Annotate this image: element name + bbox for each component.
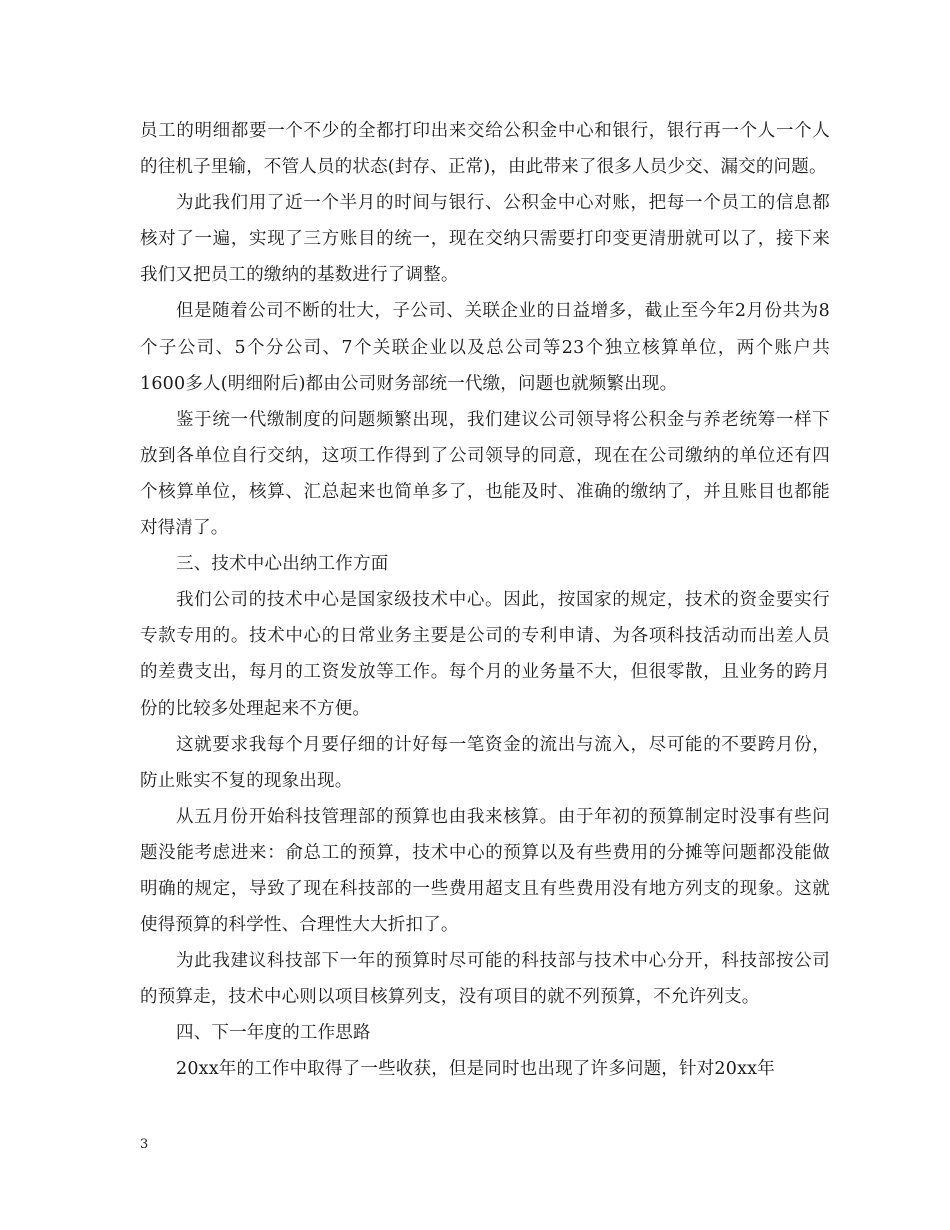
paragraph-5: 我们公司的技术中心是国家级技术中心。因此，按国家的规定，技术的资金要实行专款专用的。技术中心的日常业务主要是公司的专利申请、为各项科技活动而出差人员的差费支出，每月的工资发放等工作。每个月的业务量不大，但很零散，且业务的跨月份的比较多处理起来不方便。 bbox=[140, 590, 830, 719]
paragraph-8: 为此我建议科技部下一年的预算时尽可能的科技部与技术中心分开，科技部按公司的预算走，技术中心则以项目核算列支，没有项目的就不列预算，不允许列支。 bbox=[140, 951, 830, 1008]
body-text bbox=[140, 113, 830, 1088]
paragraph-3: 但是随着公司不断的壮大，子公司、关联企业的日益增多，截止至今年2月份共为8个子公司、5个分公司、7个关联企业以及总公司等23个独立核算单位，两个账户共1600多人(明细附后)都由公司财务部统一代缴，问题也就频繁出现。 bbox=[140, 301, 830, 394]
paragraph-2: 为此我们用了近一个半月的时间与银行、公积金中心对账，把每一个员工的信息都核对了一遍，实现了三方账目的统一，现在交纳只需要打印变更清册就可以了，接下来我们又把员工的缴纳的基数进行了调整。 bbox=[140, 193, 830, 286]
section-heading-3: 三、技术中心出纳工作方面 bbox=[176, 554, 389, 575]
section-heading-4: 四、下一年度的工作思路 bbox=[176, 1023, 371, 1044]
paragraph-1: 员工的明细都要一个不少的全都打印出来交给公积金中心和银行，银行再一个人一个人的往机子里输，不管人员的状态(封存、正常)，由此带来了很多人员少交、漏交的问题。 bbox=[140, 121, 830, 178]
paragraph-7: 从五月份开始科技管理部的预算也由我来核算。由于年初的预算制定时没事有些问题没能考虑进来：俞总工的预算，技术中心的预算以及有些费用的分摊等问题都没能做明确的规定，导致了现在科技部的一些费用超支且有些费用没有地方列支的现象。这就使得预算的科学性、合理性大大折扣了。 bbox=[140, 806, 830, 936]
paragraph-6: 这就要求我每个月要仔细的计好每一笔资金的流出与流入，尽可能的不要跨月份，防止账实不复的现象出现。 bbox=[140, 734, 830, 791]
paragraph-4: 鉴于统一代缴制度的问题频繁出现，我们建议公司领导将公积金与养老统筹一样下放到各单位自行交纳，这项工作得到了公司领导的同意，现在在公司缴纳的单位还有四个核算单位，核算、汇总起来也简单多了，也能及时、准确的缴纳了，并且账目也都能对得清了。 bbox=[140, 409, 830, 539]
page-number: 3 bbox=[140, 1137, 149, 1152]
paragraph-9: 20xx年的工作中取得了一些收获，但是同时也出现了许多问题，针对20xx年 bbox=[176, 1059, 775, 1080]
